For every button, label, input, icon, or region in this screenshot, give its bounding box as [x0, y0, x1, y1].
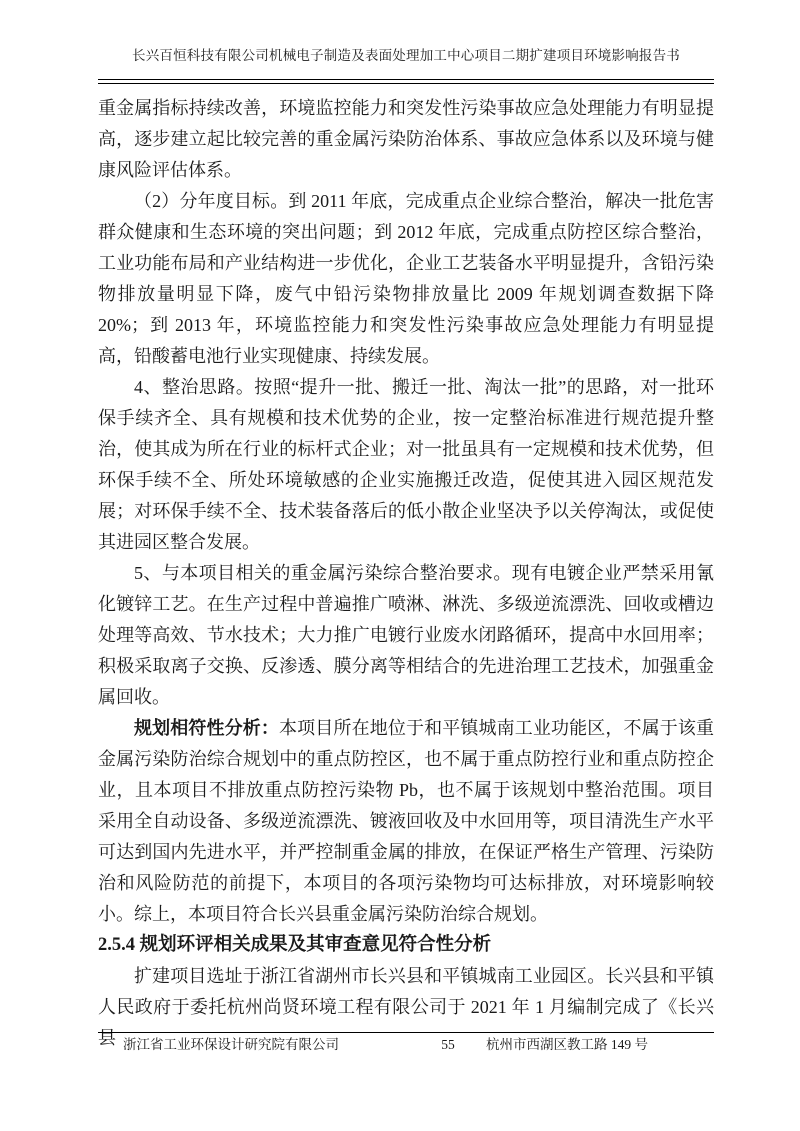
paragraph-heavy-metal-requirements: 5、与本项目相关的重金属污染综合整治要求。现有电镀企业严禁采用氰化镀锌工艺。在生产过程中普遍推广喷淋、淋洗、多级逆流漂洗、回收或槽边处理等高效、节水技术；大力推广电镀行业废水闭路循环，提高中水回用率；积极采取离子交换、反渗透、膜分离等相结合的先进治理工艺技术，加强重金属回收。: [98, 563, 714, 707]
paragraph-plan-conformity-analysis: [98, 713, 714, 930]
plan-conformity-lead-label: 规划相符性分析：: [134, 718, 280, 738]
paragraph-annual-goals: （2）分年度目标。到 2011 年底，完成重点企业综合整治，解决一批危害群众健康和生态环境的突出问题；到 2012 年底，完成重点防控区综合整治，工业功能布局和产业结构进一步优化，企业工艺装备水平明显提升，含铅污染物排放量明显下降，废气中铅污染物排放量比 2009 年规划调查数据下降 20%；到 2013 年，环境监控能力和突发性污染事故应急处理能力有明显提高，铅酸蓄电池行业实现健康、持续发展。: [98, 191, 714, 366]
paragraph-continuation: 重金属指标持续改善，环境监控能力和突发性污染事故应急处理能力有明显提高，逐步建立起比较完善的重金属污染防治体系、事故应急体系以及环境与健康风险评估体系。: [98, 98, 714, 180]
header-double-rule: [98, 79, 714, 84]
page-footer: [98, 1032, 714, 1057]
document-body: [98, 93, 714, 1054]
paragraph-site-selection: 扩建项目选址于浙江省湖州市长兴县和平镇城南工业园区。长兴县和平镇人民政府于委托杭州尚贤环境工程有限公司于 2021 年 1 月编制完成了《长兴县: [98, 966, 714, 1048]
footer-page-number: 55: [441, 1037, 455, 1052]
section-heading-2-5-4: 2.5.4 规划环评相关成果及其审查意见符合性分析: [98, 935, 492, 955]
footer-company-name: 浙江省工业环保设计研究院有限公司: [123, 1037, 339, 1052]
footer-address: 杭州市西湖区教工路 149 号: [486, 1037, 648, 1052]
plan-conformity-body-text: 本项目所在地位于和平镇城南工业功能区，不属于该重金属污染防治综合规划中的重点防控区，也不属于重点防控行业和重点防控企业，且本项目不排放重点防控污染物 Pb，也不属于该规划中整治范围。项目采用全自动设备、多级逆流漂洗、镀液回收及中水回用等，项目清洗生产水平可达到国内先进水平，并严控制重金属的排放，在保证严格生产管理、污染防治和风险防范的前提下，本项目的各项污染物均可达标排放，对环境影响较小。综上，本项目符合长兴县重金属污染防治综合规划。: [98, 718, 715, 924]
paragraph-remediation-approach: 4、整治思路。按照“提升一批、搬迁一批、淘汰一批”的思路，对一批环保手续齐全、具有规模和技术优势的企业，按一定整治标准进行规范提升整治，使其成为所在行业的标杆式企业；对一批虽具有一定规模和技术优势，但环保手续不全、所处环境敏感的企业实施搬迁改造，促使其进入园区规范发展；对环保手续不全、技术装备落后的低小散企业坚决予以关停淘汰，或促使其进园区整合发展。: [98, 377, 714, 552]
page-header: [98, 46, 714, 66]
footer-row: [98, 1033, 714, 1057]
report-title: 长兴百恒科技有限公司机械电子制造及表面处理加工中心项目二期扩建项目环境影响报告书: [132, 48, 680, 63]
